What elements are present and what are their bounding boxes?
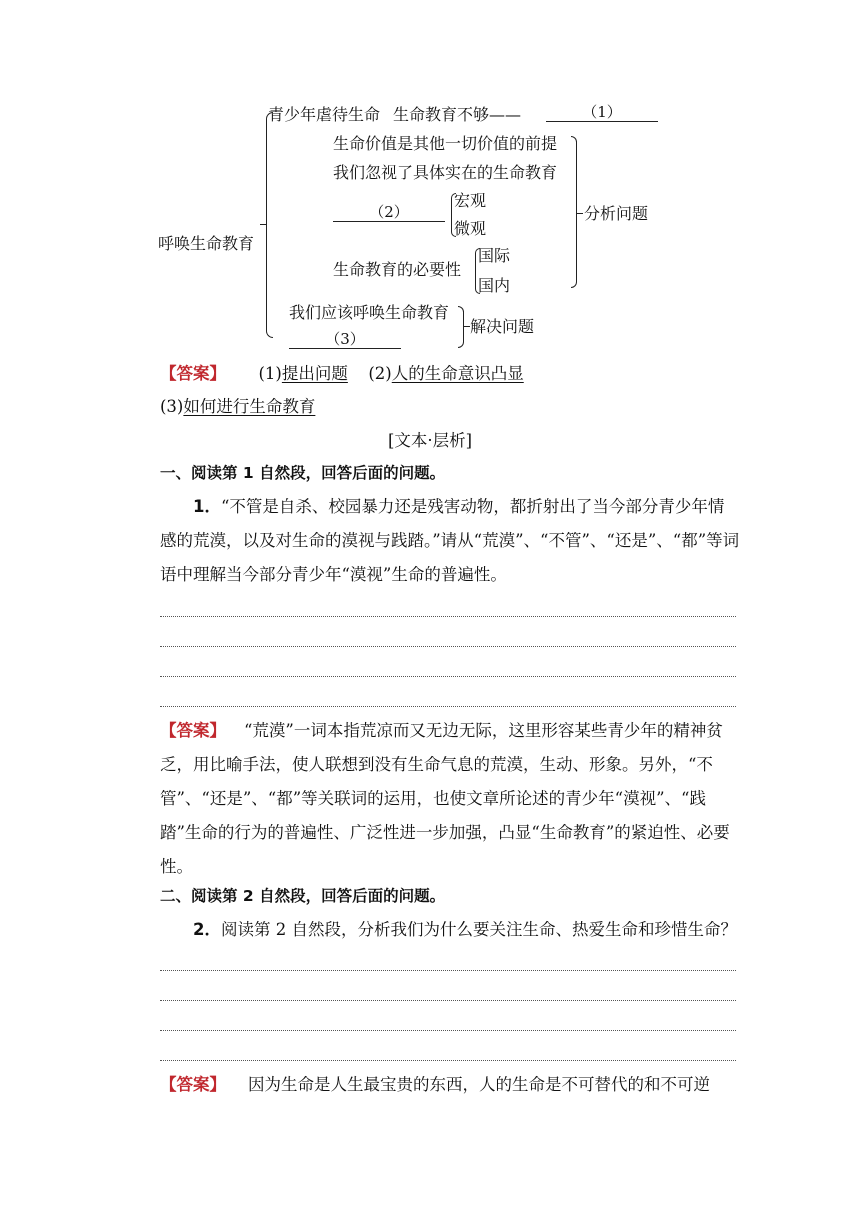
part2-question-number: 2． [193,920,221,939]
diagram-should: 我们应该呼唤生命教育 [289,303,450,322]
solve-brace [458,306,464,348]
answer-1-text: 提出问题 [281,364,348,383]
answer-2-num: (2) [368,364,392,383]
answer-line-dotted [160,1030,736,1031]
answer-3-num: (3) [160,397,184,416]
diagram-item2: 我们忽视了具体实在的生命教育 [333,163,558,182]
answer-2-text: 人的生命意识凸显 [391,364,524,383]
diagram-solve: 解决问题 [470,317,535,336]
answer-line-dotted [160,970,736,971]
blank-3: （3） [289,331,401,349]
part2-heading: 二、阅读第 2 自然段，回答后面的问题。 [160,887,446,905]
answer-line-dotted [160,1060,736,1061]
part2-answer-text: 因为生命是人生最宝贵的东西，人的生命是不可替代的和不可逆 [248,1075,710,1094]
part1-question-text: “不管是自杀、校园暴力还是残害动物，都折射出了当今部分青少年情感的荒漠，以及对生命的漠视与践踏。”请从“荒漠”、“不管”、“还是”、“都”等词语中理解当今部分青少年“漠视”生命的普遍性。 [160,497,740,584]
diagram-macro: 宏观 [454,191,487,210]
diagram-row1-a: 青少年虐待生命 [268,105,381,124]
answer-line-dotted [160,646,736,647]
part2-answer [160,1068,740,1102]
part2-question-text: 阅读第 2 自然段，分析我们为什么要关注生命、热爱生命和珍惜生命？ [220,920,737,939]
part1-answer-tag: 【答案】 [160,721,226,740]
answer-1-num: (1) [258,364,282,383]
analysis-brace [571,136,577,288]
answer-tag: 【答案】 [160,364,226,383]
blank-1: （1） [546,104,658,122]
analysis-brace-tip [577,213,583,214]
diagram-item1: 生命价值是其他一切价值的前提 [333,134,558,153]
part2-answer-tag: 【答案】 [160,1075,226,1094]
diagram-intl: 国际 [478,246,511,265]
diagram-analysis: 分析问题 [584,204,649,223]
answer-line-2 [160,399,315,416]
main-brace-tip [260,224,266,225]
diagram-necessity: 生命教育的必要性 [333,260,462,279]
diagram-domestic: 国内 [478,276,511,295]
part2-question [160,913,740,947]
diagram-row1-b: 生命教育不够—— [393,105,522,124]
section-title: [文本·层析] [387,431,473,450]
part1-question-number: 1． [193,497,221,516]
answer-3-text: 如何进行生命教育 [183,397,316,416]
diagram-micro: 微观 [454,219,487,238]
answer-line-dotted [160,706,736,707]
answer-line-dotted [160,676,736,677]
part1-answer-text: “荒漠”一词本指荒凉而又无边无际，这里形容某些青少年的精神贫乏，用比喻手法，使人联想到没有生命气息的荒漠，生动、形象。另外，“不管”、“还是”、“都”等关联词的运用，也使文章所论述的青少年“漠视”、“践踏”生命的行为的普遍性、广泛性进一步加强，凸显“生命教育”的紧迫性、必要性。 [160,721,730,876]
blank-2: （2） [333,204,445,222]
answer-line-dotted [160,1000,736,1001]
part1-heading: 一、阅读第 1 自然段，回答后面的问题。 [160,464,446,482]
part1-answer [160,714,740,884]
answer-line-1 [160,366,524,383]
part1-question [160,490,740,592]
answer-line-dotted [160,616,736,617]
diagram-root: 呼唤生命教育 [158,234,255,253]
main-brace [266,112,273,338]
